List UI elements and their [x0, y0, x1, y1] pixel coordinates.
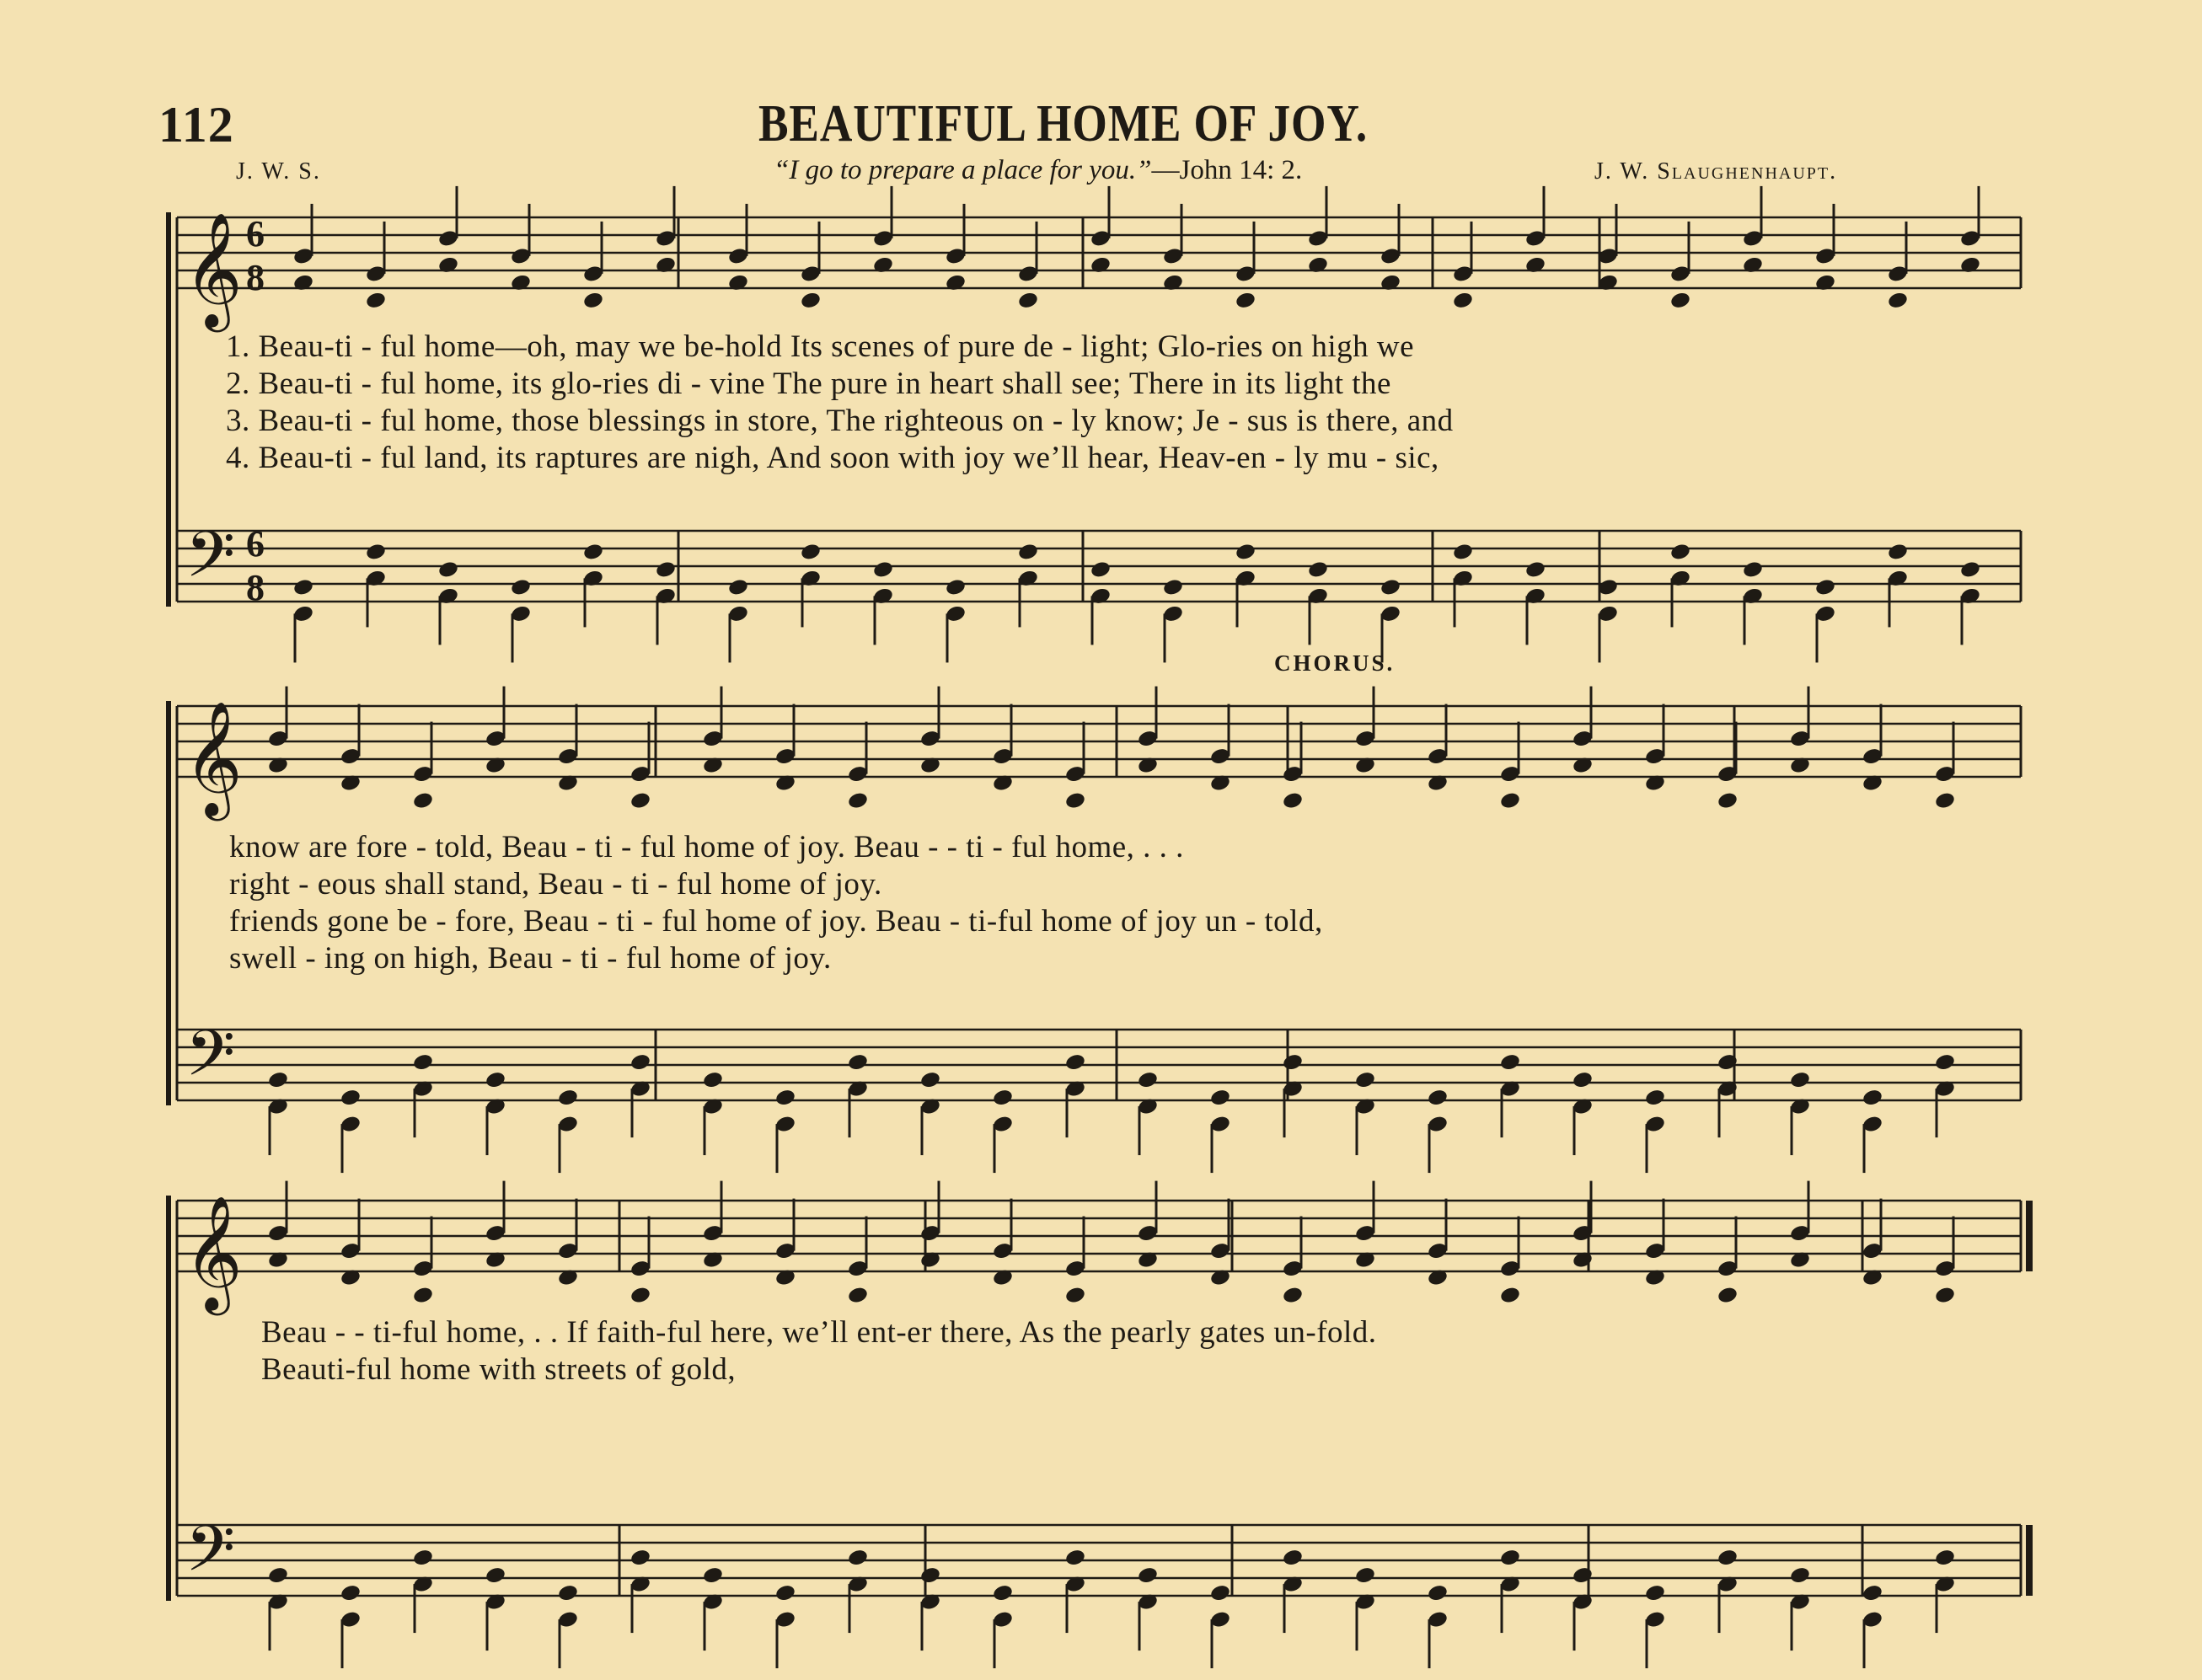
bass-time-top: 6 [246, 523, 265, 564]
treble-notehead [1669, 291, 1691, 310]
treble-notehead [1524, 255, 1546, 275]
treble-notehead [1814, 273, 1836, 292]
bass-notehead [702, 1070, 724, 1089]
bass-notehead [1209, 1583, 1231, 1602]
treble-notehead [1717, 1286, 1739, 1305]
bass-notehead [485, 1565, 506, 1585]
treble-clef-icon: 𝄞 [184, 1194, 243, 1310]
bass-notehead [992, 1088, 1014, 1107]
bass-notehead [340, 1583, 362, 1602]
verse-2-line: 2. Beau-ti - ful home, its glo-ries di - vine The pure in heart shall see; There in its light the [226, 366, 1391, 401]
music-credit: J. W. Slaughenhaupt. [1594, 158, 1838, 185]
system-3-lyric-1: Beau - - ti-ful home, . . If faith-ful here, we’ll ent-er there, As the pearly gates un-fold. [261, 1315, 1377, 1350]
bass-notehead [1887, 543, 1909, 562]
treble-notehead [1499, 1286, 1521, 1305]
verse-1-line: 1. Beau-ti - ful home—oh, may we be-hold Its scenes of pure de - light; Glo-ries on high we [226, 329, 1415, 364]
treble-notehead [1064, 1286, 1086, 1305]
treble-notehead [1452, 291, 1474, 310]
bass-notehead [1452, 543, 1474, 562]
system-2-lyric-2: right - eous shall stand, Beau - ti - ful home of joy. [229, 867, 882, 902]
treble-notehead [872, 255, 894, 275]
bass-notehead [437, 560, 459, 580]
treble-notehead [1499, 791, 1521, 811]
bass-notehead [557, 1583, 579, 1602]
bass-notehead [1090, 560, 1112, 580]
bass-notehead [292, 578, 314, 597]
treble-notehead [847, 1286, 869, 1305]
bass-notehead [1354, 1070, 1376, 1089]
treble-notehead [437, 255, 459, 275]
bass-notehead [1427, 1583, 1449, 1602]
verse-4-line: 4. Beau-ti - ful land, its raptures are nigh, And soon with joy we’ll hear, Heav-en - ly mu - sic, [226, 441, 1439, 475]
epigraph-reference: —John 14: 2. [1151, 155, 1303, 185]
bass-notehead [1717, 1548, 1739, 1567]
bass-notehead [1137, 1070, 1159, 1089]
bass-notehead [267, 1070, 289, 1089]
bass-notehead [847, 1548, 869, 1567]
treble-notehead [1017, 291, 1039, 310]
treble-notehead [1307, 255, 1329, 275]
treble-notehead [847, 791, 869, 811]
bass-notehead [582, 543, 604, 562]
bass-notehead [774, 1088, 796, 1107]
epigraph-quote: “I go to prepare a place for you.” [774, 155, 1152, 185]
bass-notehead [630, 1548, 651, 1567]
treble-notehead [1282, 1286, 1304, 1305]
bass-notehead [1644, 1583, 1666, 1602]
system-2-lyric-3: friends gone be - fore, Beau - ti - ful home of joy. Beau - ti-ful home of joy un - told, [229, 904, 1323, 939]
treble-notehead [1282, 791, 1304, 811]
bass-notehead [1354, 1565, 1376, 1585]
bass-notehead [872, 560, 894, 580]
bass-notehead [774, 1583, 796, 1602]
treble-notehead [1887, 291, 1909, 310]
treble-notehead [1162, 273, 1184, 292]
bass-notehead [1235, 543, 1256, 562]
bass-notehead [847, 1052, 869, 1072]
treble-notehead [412, 791, 434, 811]
bass-clef-icon: 𝄢 [185, 1016, 236, 1106]
bass-notehead [1209, 1088, 1231, 1107]
bass-notehead [1064, 1052, 1086, 1072]
treble-notehead [412, 1286, 434, 1305]
system-2-lyric-4: swell - ing on high, Beau - ti - ful home of joy. [229, 941, 832, 976]
treble-notehead [630, 1286, 651, 1305]
bass-notehead [510, 578, 532, 597]
bass-notehead [1064, 1548, 1086, 1567]
treble-notehead [1959, 255, 1981, 275]
bass-notehead [1959, 560, 1981, 580]
chorus-label: CHORUS. [1274, 650, 1396, 676]
verse-3-line: 3. Beau-ti - ful home, those blessings in store, The righteous on - ly know; Je - sus is there, and [226, 404, 1454, 438]
treble-notehead [365, 291, 387, 310]
treble-notehead [1934, 791, 1956, 811]
bass-notehead [412, 1548, 434, 1567]
bass-notehead [1789, 1565, 1811, 1585]
treble-time-bottom: 8 [246, 257, 265, 298]
treble-notehead [1235, 291, 1256, 310]
page-number: 112 [158, 97, 234, 152]
bass-notehead [1669, 543, 1691, 562]
treble-notehead [1064, 791, 1086, 811]
treble-notehead [655, 255, 677, 275]
bass-notehead [1162, 578, 1184, 597]
bass-notehead [945, 578, 967, 597]
bass-notehead [1789, 1070, 1811, 1089]
bass-notehead [1499, 1548, 1521, 1567]
bass-notehead [1862, 1088, 1883, 1107]
treble-notehead [292, 273, 314, 292]
bass-time-bottom: 8 [246, 567, 265, 608]
system-3-lyric-2: Beauti-ful home with streets of gold, [261, 1352, 737, 1387]
bass-notehead [340, 1088, 362, 1107]
treble-notehead [1090, 255, 1112, 275]
bass-notehead [1307, 560, 1329, 580]
bass-notehead [1524, 560, 1546, 580]
treble-notehead [1742, 255, 1764, 275]
treble-notehead [630, 791, 651, 811]
treble-notehead [727, 273, 749, 292]
bass-notehead [919, 1070, 941, 1089]
treble-notehead [1717, 791, 1739, 811]
bass-notehead [1017, 543, 1039, 562]
bass-notehead [800, 543, 822, 562]
bass-notehead [1427, 1088, 1449, 1107]
bass-notehead [1137, 1565, 1159, 1585]
treble-notehead [800, 291, 822, 310]
treble-notehead [945, 273, 967, 292]
bass-notehead [702, 1565, 724, 1585]
bass-notehead [727, 578, 749, 597]
words-credit: J. W. S. [236, 158, 321, 185]
bass-notehead [557, 1088, 579, 1107]
bass-notehead [919, 1565, 941, 1585]
treble-notehead [510, 273, 532, 292]
bass-notehead [1934, 1052, 1956, 1072]
bass-clef-icon: 𝄢 [185, 517, 236, 607]
bass-notehead [992, 1583, 1014, 1602]
treble-notehead [1934, 1286, 1956, 1305]
treble-clef-icon: 𝄞 [184, 211, 243, 327]
bass-notehead [267, 1565, 289, 1585]
bass-notehead [1282, 1052, 1304, 1072]
treble-notehead [1380, 273, 1401, 292]
bass-notehead [630, 1052, 651, 1072]
treble-time-top: 6 [246, 213, 265, 254]
system-2-lyric-1: know are fore - told, Beau - ti - ful home of joy. Beau - - ti - ful home, . . . [229, 830, 1184, 864]
treble-clef-icon: 𝄞 [184, 699, 243, 816]
bass-notehead [1572, 1565, 1594, 1585]
bass-notehead [1814, 578, 1836, 597]
bass-notehead [365, 543, 387, 562]
bass-notehead [1499, 1052, 1521, 1072]
treble-notehead [582, 291, 604, 310]
bass-notehead [412, 1052, 434, 1072]
bass-notehead [1934, 1548, 1956, 1567]
bass-notehead [1380, 578, 1401, 597]
bass-notehead [1742, 560, 1764, 580]
bass-notehead [1862, 1583, 1883, 1602]
bass-notehead [1572, 1070, 1594, 1089]
bass-notehead [1644, 1088, 1666, 1107]
bass-notehead [655, 560, 677, 580]
bass-notehead [1282, 1548, 1304, 1567]
bass-clef-icon: 𝄢 [185, 1511, 236, 1602]
bass-notehead [485, 1070, 506, 1089]
hymn-title: BEAUTIFUL HOME OF JOY. [758, 95, 1369, 152]
